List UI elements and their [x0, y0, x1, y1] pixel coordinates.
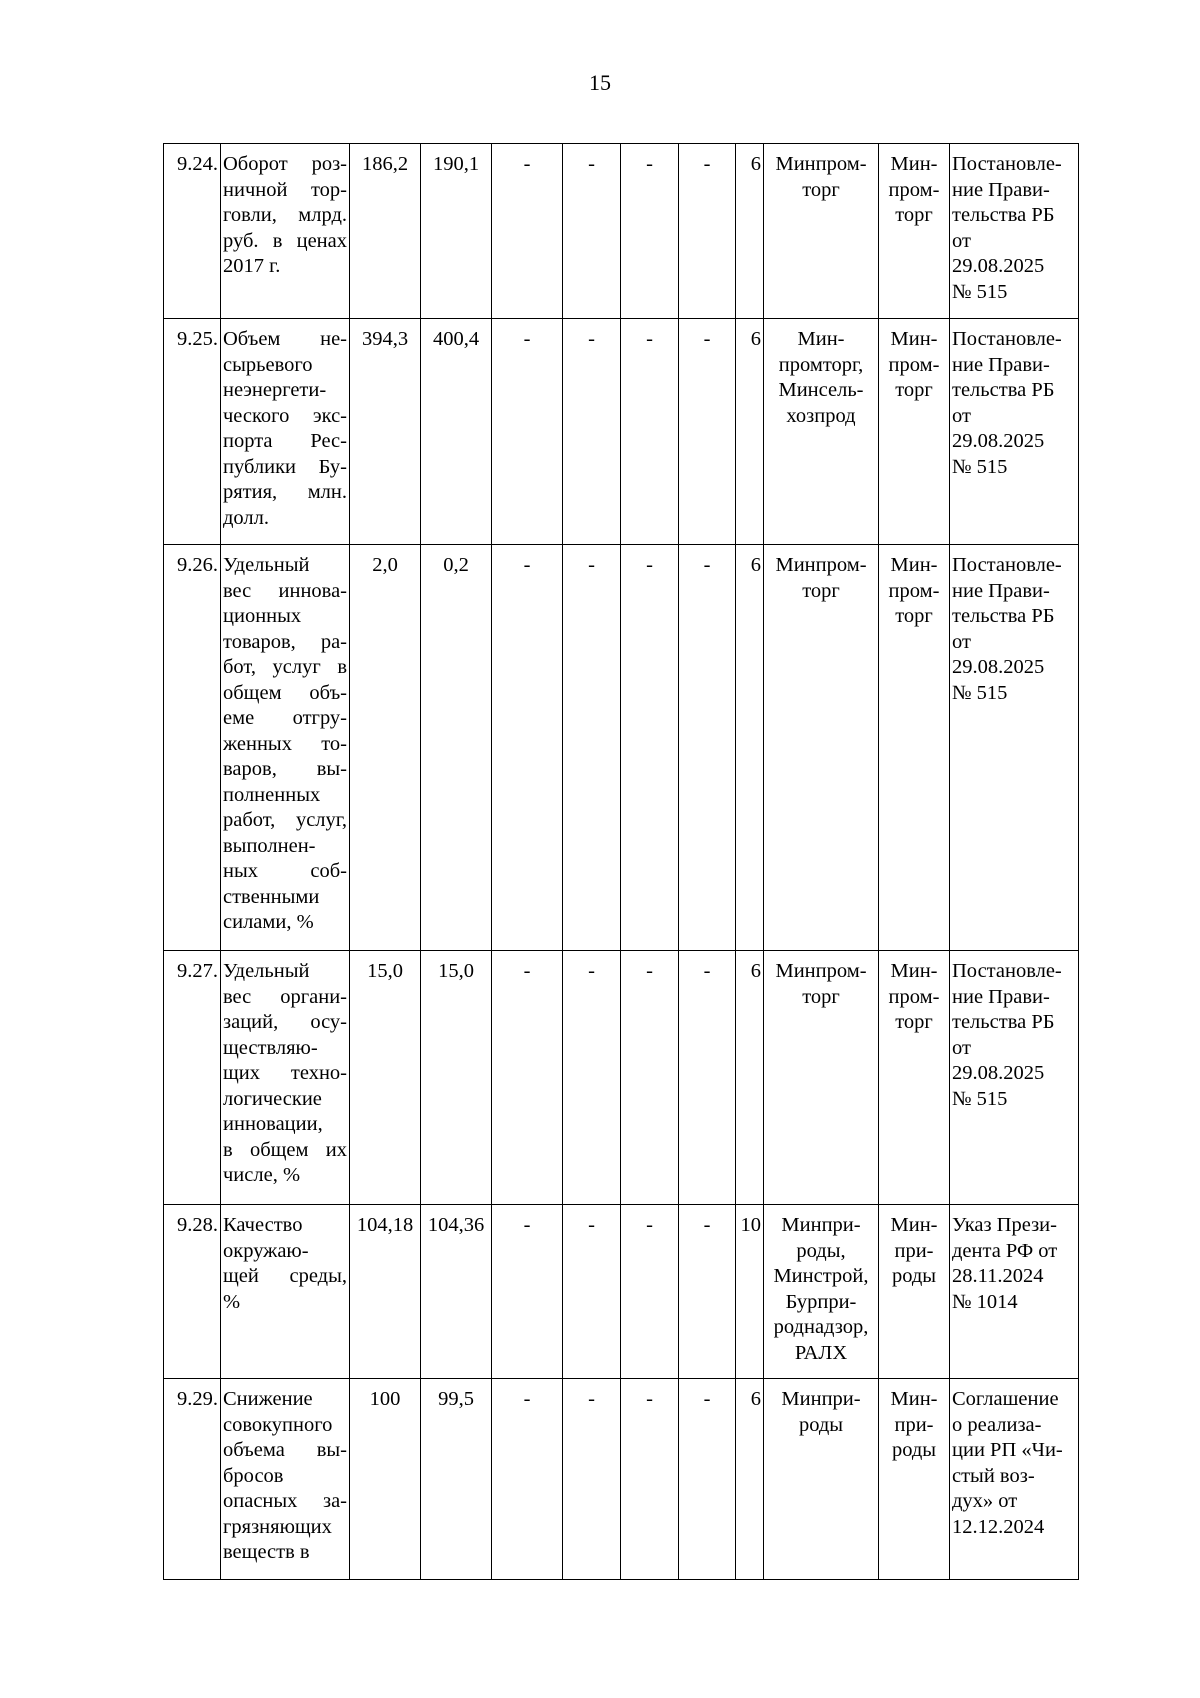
value-dash: -: [621, 144, 679, 319]
cell-line: ние Прави-: [952, 178, 1050, 201]
row-number: 9.28.: [164, 1205, 221, 1379]
weight-value: 10: [736, 1205, 764, 1379]
value-dash: -: [679, 1379, 736, 1580]
indicator-name: [221, 1205, 350, 1379]
cell-line: Мин-: [890, 1214, 938, 1236]
cell-line: пром-: [888, 579, 940, 602]
cell-line: 29.08.2025: [952, 430, 1045, 452]
cell-line: № 515: [952, 455, 1008, 478]
value-dash: -: [563, 951, 621, 1205]
cell-line: ничной тор-: [223, 178, 347, 201]
indicators-table: [163, 143, 1079, 1580]
table-row: [164, 144, 1079, 319]
cell-line: роды,: [796, 1239, 846, 1262]
value-dash: -: [563, 545, 621, 951]
cell-line: Минпром-: [775, 960, 867, 982]
indicator-name: [221, 1379, 350, 1580]
cell-line: Мин-: [890, 554, 938, 576]
value-target: 400,4: [421, 319, 492, 545]
cell-line: РАЛХ: [794, 1341, 848, 1364]
cell-line: № 1014: [952, 1290, 1018, 1313]
cell-line: от: [952, 1036, 971, 1059]
cell-line: Минпром-: [775, 554, 867, 576]
cell-line: бросов: [223, 1464, 284, 1487]
value-dash: -: [679, 951, 736, 1205]
cell-line: 12.12.2024: [952, 1515, 1045, 1538]
cell-line: от: [952, 404, 971, 427]
cell-line: Мин-: [890, 1388, 938, 1410]
responsible-agency: [764, 1205, 879, 1379]
page-number: 15: [589, 70, 611, 95]
value-base: 100: [350, 1379, 421, 1580]
co-executor: [879, 1205, 950, 1379]
cell-line: товаров, ра-: [223, 630, 347, 653]
weight-value: 6: [736, 144, 764, 319]
cell-line: Минстрой,: [773, 1265, 869, 1287]
responsible-agency: [764, 545, 879, 951]
cell-line: о реализа-: [952, 1413, 1042, 1436]
cell-line: еме отгру-: [223, 707, 347, 729]
value-dash: -: [679, 1205, 736, 1379]
cell-line: Минпри-: [781, 1388, 861, 1410]
cell-line: Соглашение: [952, 1388, 1059, 1410]
cell-line: № 515: [952, 280, 1008, 303]
value-dash: -: [492, 1205, 563, 1379]
indicator-name: [221, 545, 350, 951]
cell-line: 29.08.2025: [952, 1062, 1045, 1084]
cell-line: варов, вы-: [223, 758, 347, 780]
table-body: [164, 144, 1079, 1580]
cell-line: тельства РБ: [952, 379, 1055, 401]
co-executor: [879, 1379, 950, 1580]
value-dash: -: [621, 319, 679, 545]
cell-line: общем объ-: [223, 681, 347, 704]
value-dash: -: [492, 319, 563, 545]
cell-line: вес органи-: [223, 985, 347, 1008]
value-dash: -: [621, 1379, 679, 1580]
cell-line: торг: [802, 178, 840, 201]
cell-line: 29.08.2025: [952, 255, 1045, 277]
cell-line: Постановле-: [952, 554, 1062, 576]
value-dash: -: [621, 951, 679, 1205]
cell-line: силами, %: [223, 911, 314, 933]
cell-line: ческого экс-: [223, 404, 347, 427]
co-executor: [879, 545, 950, 951]
cell-line: руб. в ценах: [223, 229, 347, 252]
value-target: 104,36: [421, 1205, 492, 1379]
cell-line: 2017 г.: [223, 255, 281, 277]
cell-line: ственными: [223, 885, 320, 908]
cell-line: ционных: [223, 605, 302, 627]
cell-line: пром-: [888, 353, 940, 376]
cell-line: торг: [802, 985, 840, 1008]
cell-line: бот, услуг в: [223, 656, 347, 678]
value-dash: -: [492, 1379, 563, 1580]
cell-line: Оборот роз-: [223, 153, 347, 175]
cell-line: торг: [895, 204, 933, 226]
value-target: 99,5: [421, 1379, 492, 1580]
co-executor: [879, 319, 950, 545]
cell-line: выполнен-: [223, 834, 316, 857]
cell-line: Постановле-: [952, 153, 1062, 175]
cell-line: ние Прави-: [952, 985, 1050, 1008]
value-base: 15,0: [350, 951, 421, 1205]
responsible-agency: [764, 951, 879, 1205]
value-target: 15,0: [421, 951, 492, 1205]
cell-line: Удельный: [223, 554, 310, 576]
cell-line: Качество: [223, 1214, 303, 1236]
value-dash: -: [563, 1379, 621, 1580]
cell-line: говли, млрд.: [223, 204, 347, 226]
row-number: 9.27.: [164, 951, 221, 1205]
cell-line: грязняющих: [223, 1515, 332, 1538]
cell-line: 28.11.2024: [952, 1265, 1044, 1287]
value-dash: -: [621, 1205, 679, 1379]
value-dash: -: [492, 144, 563, 319]
cell-line: торг: [895, 1011, 933, 1033]
cell-line: от: [952, 630, 971, 653]
row-number: 9.26.: [164, 545, 221, 951]
cell-line: числе, %: [223, 1164, 301, 1186]
value-base: 394,3: [350, 319, 421, 545]
cell-line: Мин-: [890, 960, 938, 982]
value-dash: -: [679, 545, 736, 951]
cell-line: Снижение: [223, 1388, 313, 1410]
cell-line: опасных за-: [223, 1490, 347, 1512]
cell-line: публики Бу-: [223, 455, 347, 478]
cell-line: роды: [891, 1439, 937, 1461]
indicator-name: [221, 951, 350, 1205]
cell-line: тельства РБ: [952, 204, 1055, 226]
table-row: [164, 545, 1079, 951]
value-dash: -: [621, 545, 679, 951]
cell-line: стый воз-: [952, 1464, 1035, 1487]
cell-line: веществ в: [223, 1541, 310, 1563]
table-row: [164, 1379, 1079, 1580]
table-row: [164, 319, 1079, 545]
cell-line: при-: [894, 1413, 934, 1436]
cell-line: роднадзор,: [773, 1316, 869, 1338]
cell-line: ции РП «Чи-: [952, 1439, 1063, 1461]
weight-value: 6: [736, 545, 764, 951]
cell-line: инновации,: [223, 1113, 323, 1135]
cell-line: роды: [798, 1413, 844, 1436]
co-executor: [879, 951, 950, 1205]
cell-line: торг: [802, 579, 840, 602]
cell-line: Мин-: [890, 328, 938, 350]
cell-line: порта Рес-: [223, 430, 347, 452]
cell-line: работ, услуг,: [223, 809, 347, 831]
cell-line: Объем не-: [223, 328, 347, 350]
value-dash: -: [563, 319, 621, 545]
cell-line: совокупного: [223, 1413, 333, 1436]
cell-line: тельства РБ: [952, 1011, 1055, 1033]
weight-value: 6: [736, 951, 764, 1205]
value-base: 104,18: [350, 1205, 421, 1379]
cell-line: от: [952, 229, 971, 252]
cell-line: 29.08.2025: [952, 656, 1045, 678]
value-target: 0,2: [421, 545, 492, 951]
cell-line: Удельный: [223, 960, 310, 982]
indicator-name: [221, 144, 350, 319]
cell-line: ных соб-: [223, 860, 347, 882]
weight-value: 6: [736, 319, 764, 545]
cell-line: Постановле-: [952, 960, 1062, 982]
value-dash: -: [563, 144, 621, 319]
table-row: [164, 1205, 1079, 1379]
value-dash: -: [492, 545, 563, 951]
cell-line: ние Прави-: [952, 353, 1050, 376]
cell-line: Минсель-: [778, 379, 864, 401]
basis-document: [950, 951, 1079, 1205]
row-number: 9.29.: [164, 1379, 221, 1580]
cell-line: ние Прави-: [952, 579, 1050, 602]
cell-line: № 515: [952, 1087, 1008, 1110]
cell-line: Бурпри-: [785, 1290, 857, 1313]
basis-document: [950, 1205, 1079, 1379]
cell-line: пром-: [888, 178, 940, 201]
cell-line: роды: [891, 1265, 937, 1287]
cell-line: Минпром-: [775, 153, 867, 175]
cell-line: неэнергети-: [223, 379, 327, 401]
weight-value: 6: [736, 1379, 764, 1580]
cell-line: %: [223, 1290, 241, 1313]
responsible-agency: [764, 144, 879, 319]
cell-line: женных то-: [223, 732, 347, 755]
cell-line: Мин-: [890, 153, 938, 175]
co-executor: [879, 144, 950, 319]
cell-line: щих техно-: [223, 1062, 347, 1084]
value-dash: -: [679, 144, 736, 319]
row-number: 9.25.: [164, 319, 221, 545]
row-number: 9.24.: [164, 144, 221, 319]
responsible-agency: [764, 319, 879, 545]
cell-line: рятия, млн.: [223, 481, 347, 503]
value-base: 186,2: [350, 144, 421, 319]
basis-document: [950, 319, 1079, 545]
cell-line: № 515: [952, 681, 1008, 704]
cell-line: хозпрод: [786, 404, 856, 427]
cell-line: Указ Прези-: [952, 1214, 1057, 1236]
responsible-agency: [764, 1379, 879, 1580]
cell-line: промторг,: [778, 353, 864, 376]
indicator-name: [221, 319, 350, 545]
basis-document: [950, 545, 1079, 951]
cell-line: окружаю-: [223, 1239, 309, 1262]
value-dash: -: [679, 319, 736, 545]
cell-line: при-: [894, 1239, 934, 1262]
cell-line: Мин-: [797, 328, 845, 350]
cell-line: тельства РБ: [952, 605, 1055, 627]
cell-line: дента РФ от: [952, 1239, 1058, 1262]
cell-line: Минпри-: [781, 1214, 861, 1236]
value-base: 2,0: [350, 545, 421, 951]
value-target: 190,1: [421, 144, 492, 319]
cell-line: торг: [895, 379, 933, 401]
cell-line: щей среды,: [223, 1265, 347, 1287]
basis-document: [950, 1379, 1079, 1580]
cell-line: пром-: [888, 985, 940, 1008]
basis-document: [950, 144, 1079, 319]
cell-line: дух» от: [952, 1490, 1018, 1512]
value-dash: -: [563, 1205, 621, 1379]
cell-line: Постановле-: [952, 328, 1062, 350]
cell-line: объема вы-: [223, 1439, 347, 1461]
cell-line: вес иннова-: [223, 579, 347, 602]
cell-line: торг: [895, 605, 933, 627]
cell-line: долл.: [223, 506, 269, 529]
cell-line: сырьевого: [223, 353, 313, 376]
cell-line: заций, осу-: [223, 1011, 347, 1033]
cell-line: логические: [223, 1087, 322, 1110]
cell-line: в общем их: [223, 1138, 347, 1161]
cell-line: ществляю-: [223, 1036, 318, 1059]
value-dash: -: [492, 951, 563, 1205]
cell-line: полненных: [223, 783, 321, 806]
table-row: [164, 951, 1079, 1205]
